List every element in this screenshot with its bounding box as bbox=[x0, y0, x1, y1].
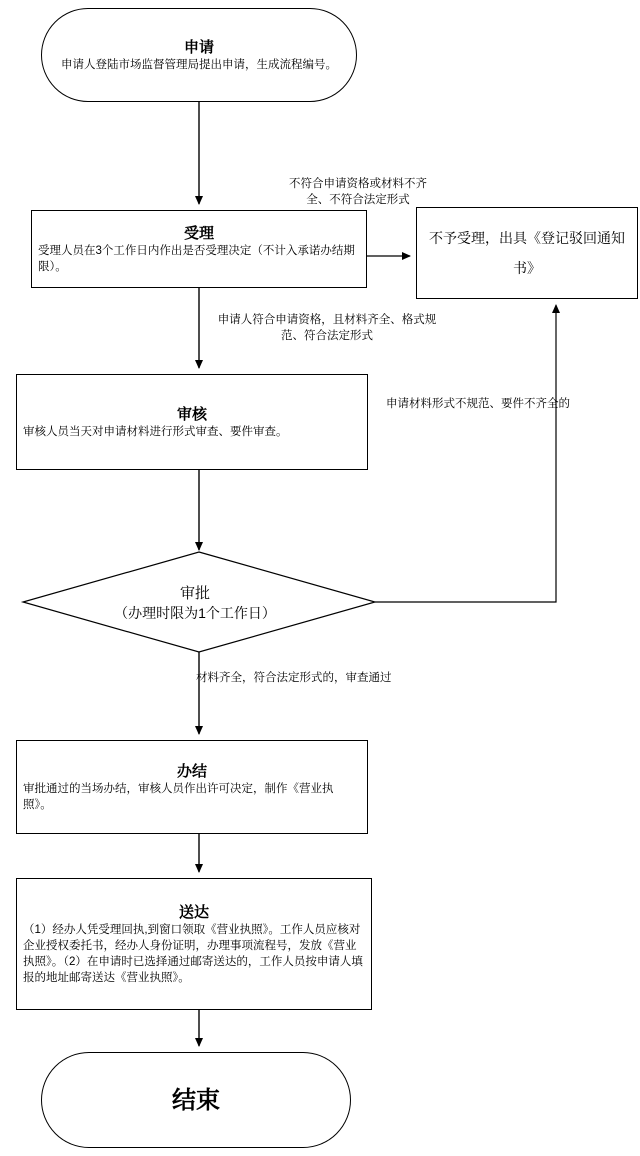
edge-label-accept-condition: 申请人符合申请资格，且材料齐全、格式规范、符合法定形式 bbox=[217, 314, 437, 342]
node-review-title: 审核 bbox=[176, 405, 207, 423]
node-deliver-title: 送达 bbox=[178, 903, 209, 921]
edge-label-pass-condition: 材料齐全，符合法定形式的，审查通过 bbox=[196, 672, 392, 684]
node-end[interactable] bbox=[41, 1052, 351, 1148]
node-review[interactable] bbox=[16, 374, 368, 470]
node-finish[interactable] bbox=[16, 740, 368, 834]
node-accept-body: 受理人员在3个工作日内作出是否受理决定（不计入承诺办结期限）。 bbox=[38, 244, 355, 273]
node-approve[interactable] bbox=[40, 557, 350, 647]
node-finish-title: 办结 bbox=[176, 762, 207, 780]
node-accept[interactable] bbox=[31, 210, 367, 288]
node-reject[interactable] bbox=[416, 207, 638, 299]
node-deliver[interactable] bbox=[16, 878, 372, 1010]
node-deliver-body: （1）经办人凭受理回执,到窗口领取《营业执照》。工作人员应核对企业授权委托书，经办人身份证明，办理事项流程号，发放《营业执照》。（2）在申请时已选择通过邮寄送达的，工作人员按申请人填报的地址邮寄送达《营业执照》。 bbox=[23, 923, 363, 984]
node-finish-body: 审批通过的当场办结，审核人员作出许可决定，制作《营业执照》。 bbox=[23, 782, 334, 811]
node-apply[interactable] bbox=[41, 8, 357, 102]
edge-label-reject-condition: 不符合申请资格或材料不齐全、不符合法定形式 bbox=[289, 178, 427, 206]
node-apply-body: 申请人登陆市场监督管理局提出申请，生成流程编号。 bbox=[61, 58, 337, 71]
node-reject-body: 不予受理，出具《登记驳回通知书》 bbox=[429, 230, 625, 276]
node-apply-title: 申请 bbox=[183, 38, 214, 56]
edge-label-return-condition: 申请材料形式不规范、要件不齐全的 bbox=[386, 398, 570, 410]
node-accept-title: 受理 bbox=[183, 224, 214, 242]
node-review-body: 审核人员当天对申请材料进行形式审查、要件审查。 bbox=[23, 425, 288, 438]
node-end-title: 结束 bbox=[172, 1086, 220, 1114]
node-approve-title: 审批 bbox=[179, 584, 210, 602]
node-approve-body: （办理时限为1个工作日） bbox=[114, 604, 276, 621]
